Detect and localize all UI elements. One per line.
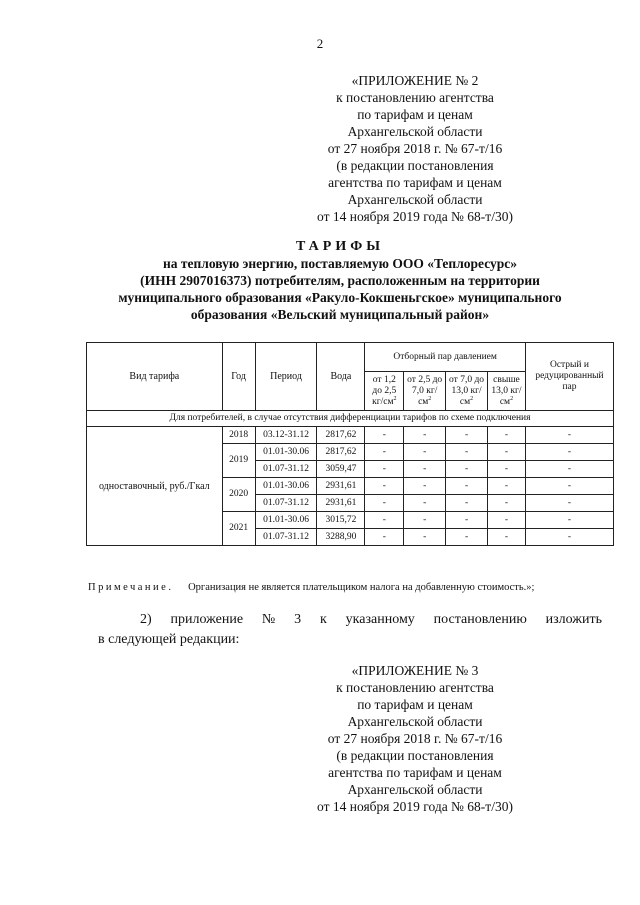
appendix-line: от 27 ноября 2018 г. № 67-т/16 xyxy=(327,141,503,156)
appendix-line: агентства по тарифам и ценам xyxy=(328,175,502,190)
dash-cell: - xyxy=(365,512,404,529)
period-cell: 01.01-30.06 xyxy=(255,512,317,529)
pressure-label: свыше 13,0 кг/см xyxy=(491,374,522,407)
header-pressure-4 xyxy=(487,372,525,411)
item-2-line-1 xyxy=(98,610,602,630)
superscript: 2 xyxy=(470,395,474,402)
item-word: 3 xyxy=(294,612,302,627)
dash-cell: - xyxy=(525,529,613,546)
appendix-line: к постановлению агентства xyxy=(336,90,494,105)
header-pressure-1 xyxy=(365,372,404,411)
period-cell: 01.01-30.06 xyxy=(255,444,317,461)
appendix-line: от 14 ноября 2019 года № 68-т/30) xyxy=(317,799,513,814)
header-pressure-3 xyxy=(446,372,488,411)
note-label: Примечание. xyxy=(88,582,174,593)
appendix-line: агентства по тарифам и ценам xyxy=(328,765,502,780)
year-cell: 2018 xyxy=(222,427,255,444)
dash-cell: - xyxy=(365,495,404,512)
item-word: изложить xyxy=(545,612,602,627)
dash-cell: - xyxy=(487,495,525,512)
dash-cell: - xyxy=(525,427,613,444)
appendix-line: Архангельской области xyxy=(347,714,483,729)
pressure-label: от 7,0 до 13,0 кг/см xyxy=(449,374,485,407)
superscript: 2 xyxy=(393,395,397,402)
note xyxy=(88,582,534,593)
section-row: Для потребителей, в случае отсутствия дифференциации тарифов по схеме подключения xyxy=(87,411,614,427)
appendix-line: (в редакции постановления xyxy=(336,748,494,763)
dash-cell: - xyxy=(404,427,446,444)
dash-cell: - xyxy=(525,444,613,461)
dash-cell: - xyxy=(404,478,446,495)
superscript: 2 xyxy=(428,395,432,402)
pressure-label: от 1,2 до 2,5 кг/см xyxy=(372,374,397,407)
tariffs-table xyxy=(86,342,614,546)
appendix-line: по тарифам и ценам xyxy=(357,107,473,122)
dash-cell: - xyxy=(487,529,525,546)
item-word: к xyxy=(320,612,327,627)
item-2-line-2: в следующей редакции: xyxy=(98,632,240,647)
period-cell: 01.07-31.12 xyxy=(255,529,317,546)
header-sharp-steam xyxy=(525,343,613,411)
dash-cell: - xyxy=(404,529,446,546)
dash-cell: - xyxy=(365,444,404,461)
item-word: № xyxy=(261,612,276,627)
table-row xyxy=(87,427,614,444)
dash-cell: - xyxy=(446,512,488,529)
dash-cell: - xyxy=(525,478,613,495)
appendix-2-header xyxy=(300,72,530,225)
header-sharp-steam-text: Острый и редуцированный пар xyxy=(535,360,604,392)
dash-cell: - xyxy=(487,461,525,478)
header-year: Год xyxy=(222,343,255,411)
year-cell: 2020 xyxy=(222,478,255,512)
superscript: 2 xyxy=(510,395,514,402)
dash-cell: - xyxy=(365,478,404,495)
dash-cell: - xyxy=(487,512,525,529)
water-cell: 2931,61 xyxy=(317,495,365,512)
appendix-line: Архангельской области xyxy=(347,782,483,797)
dash-cell: - xyxy=(446,427,488,444)
note-text: Организация не является плательщиком налога на добавленную стоимость.»; xyxy=(188,582,535,593)
title-line: на тепловую энергию, поставляемую ООО «Теплоресурс» xyxy=(162,256,518,271)
dash-cell: - xyxy=(365,461,404,478)
dash-cell: - xyxy=(404,495,446,512)
appendix-line: от 14 ноября 2019 года № 68-т/30) xyxy=(317,209,513,224)
page-number: 2 xyxy=(316,36,324,51)
title-line: (ИНН 2907016373) потребителям, расположенным на территории xyxy=(140,273,540,288)
dash-cell: - xyxy=(365,529,404,546)
appendix-line: к постановлению агентства xyxy=(336,680,494,695)
item-2-paragraph xyxy=(98,610,602,650)
document-title xyxy=(60,238,620,323)
tariff-name-cell: одноставочный, руб./Гкал xyxy=(87,427,223,546)
year-cell: 2021 xyxy=(222,512,255,546)
header-period: Период xyxy=(255,343,317,411)
title-line: образования «Вельский муниципальный район» xyxy=(190,307,490,322)
dash-cell: - xyxy=(404,512,446,529)
dash-cell: - xyxy=(487,427,525,444)
water-cell: 3288,90 xyxy=(317,529,365,546)
water-cell: 2817,62 xyxy=(317,444,365,461)
dash-cell: - xyxy=(525,495,613,512)
header-tariff-type: Вид тарифа xyxy=(87,343,223,411)
dash-cell: - xyxy=(525,461,613,478)
dash-cell: - xyxy=(446,461,488,478)
dash-cell: - xyxy=(525,512,613,529)
dash-cell: - xyxy=(487,478,525,495)
water-cell: 2817,62 xyxy=(317,427,365,444)
appendix-line: «ПРИЛОЖЕНИЕ № 3 xyxy=(351,663,479,678)
title-line: муниципального образования «Ракуло-Кокшеньгское» муниципального xyxy=(118,290,562,305)
dash-cell: - xyxy=(365,427,404,444)
dash-cell: - xyxy=(446,444,488,461)
period-cell: 03.12-31.12 xyxy=(255,427,317,444)
period-cell: 01.07-31.12 xyxy=(255,461,317,478)
appendix-3-header xyxy=(300,662,530,815)
item-word: 2) xyxy=(140,612,152,627)
year-cell: 2019 xyxy=(222,444,255,478)
dash-cell: - xyxy=(446,529,488,546)
item-word: постановлению xyxy=(433,612,527,627)
appendix-line: от 27 ноября 2018 г. № 67-т/16 xyxy=(327,731,503,746)
appendix-line: по тарифам и ценам xyxy=(357,697,473,712)
dash-cell: - xyxy=(404,461,446,478)
title-main: ТАРИФЫ xyxy=(296,239,384,254)
appendix-line: Архангельской области xyxy=(347,124,483,139)
period-cell: 01.01-30.06 xyxy=(255,478,317,495)
dash-cell: - xyxy=(487,444,525,461)
header-water: Вода xyxy=(317,343,365,411)
dash-cell: - xyxy=(446,478,488,495)
water-cell: 3015,72 xyxy=(317,512,365,529)
water-cell: 2931,61 xyxy=(317,478,365,495)
item-word: приложение xyxy=(170,612,244,627)
appendix-line: «ПРИЛОЖЕНИЕ № 2 xyxy=(351,73,479,88)
appendix-line: (в редакции постановления xyxy=(336,158,494,173)
header-steam: Отборный пар давлением xyxy=(365,343,526,372)
period-cell: 01.07-31.12 xyxy=(255,495,317,512)
header-pressure-2 xyxy=(404,372,446,411)
appendix-line: Архангельской области xyxy=(347,192,483,207)
dash-cell: - xyxy=(446,495,488,512)
pressure-label: от 2,5 до 7,0 кг/см xyxy=(407,374,443,407)
water-cell: 3059,47 xyxy=(317,461,365,478)
dash-cell: - xyxy=(404,444,446,461)
item-word: указанному xyxy=(345,612,415,627)
